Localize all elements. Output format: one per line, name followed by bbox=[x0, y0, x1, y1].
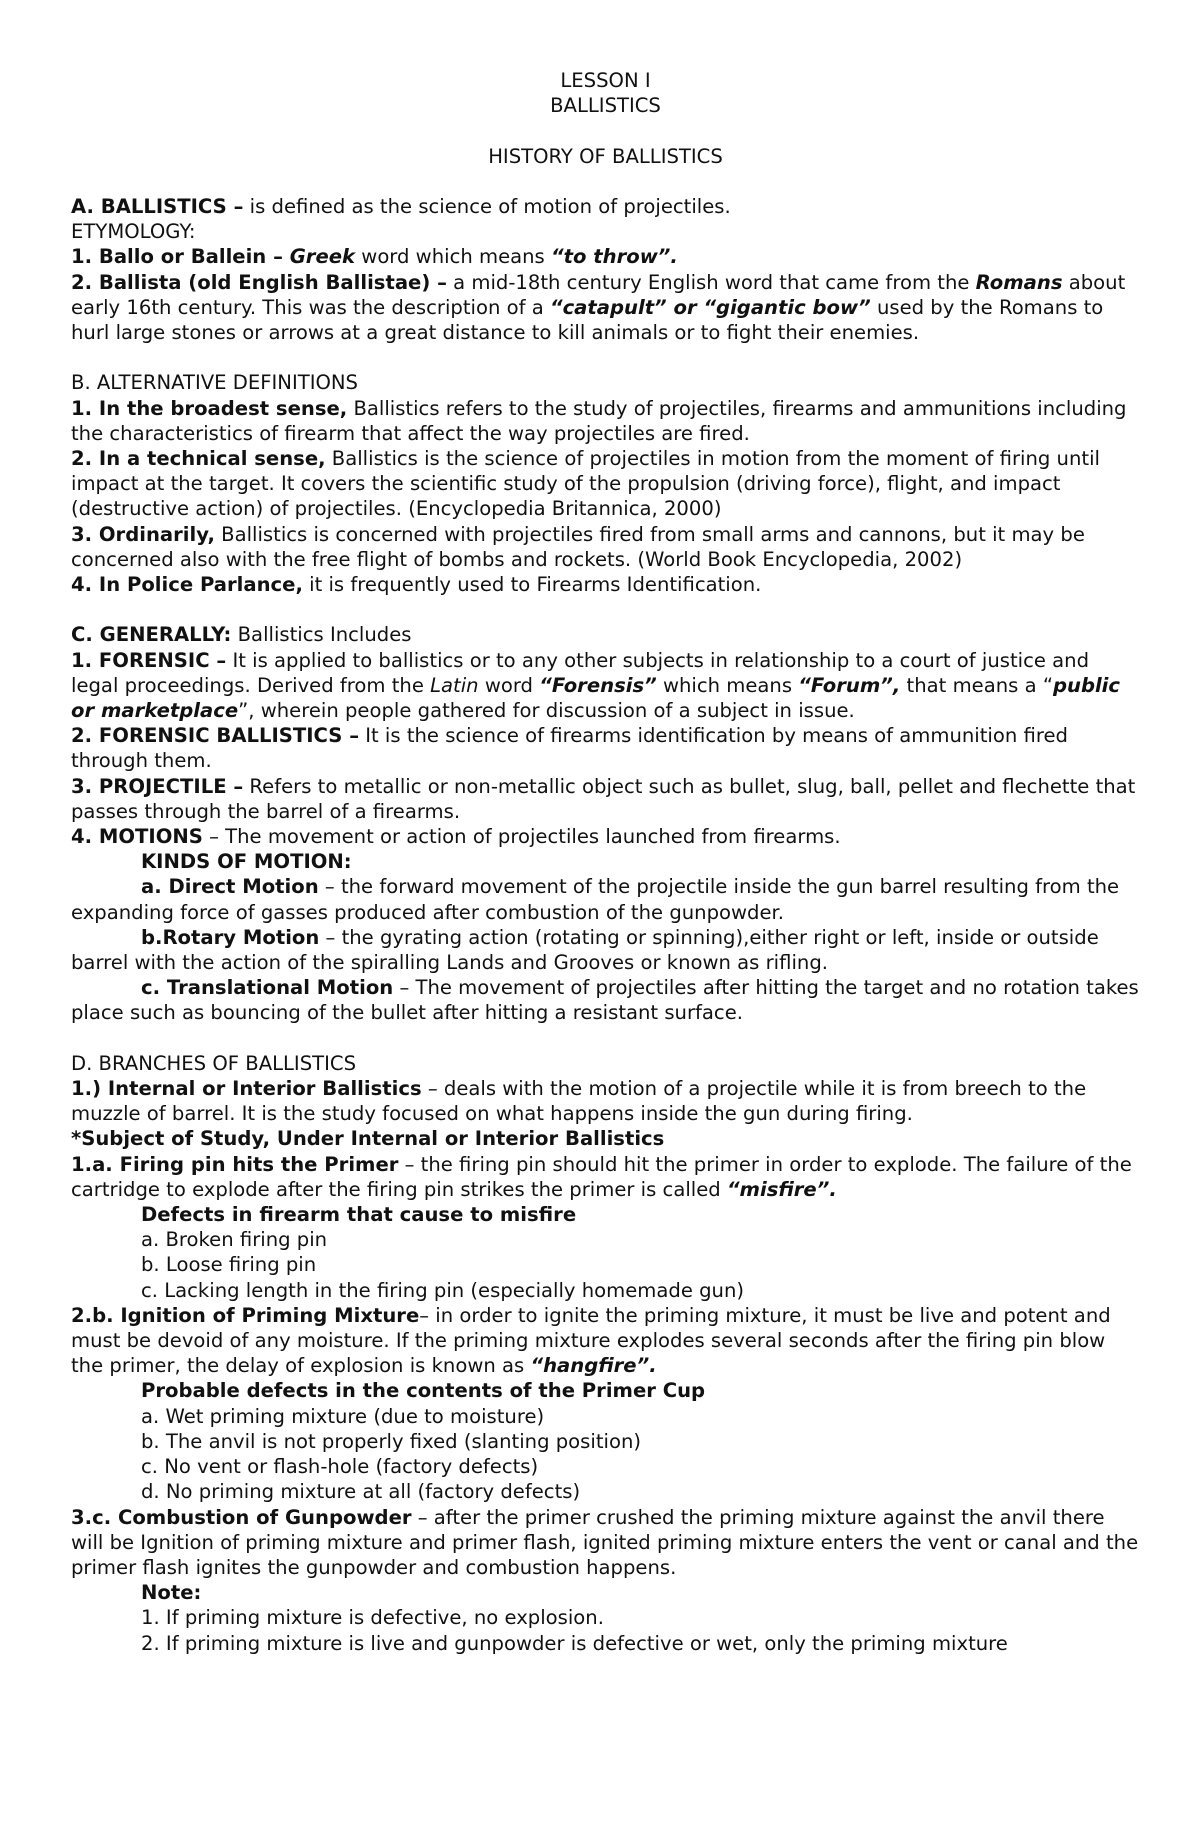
primer-defects-heading: Probable defects in the contents of the Primer Cup bbox=[141, 1379, 706, 1403]
definition-item-4: 4. In Police Parlance, it is frequently used to Firearms Identification. bbox=[71, 573, 762, 597]
study-item-2b: 2.b. Ignition of Priming Mixture– in order to ignite the priming mixture, it must be live and potent and must be devoid of any moisture. If the priming mixture explodes several seconds after the firing pin blow the primer, the delay of explosion is known as “hangfire”. bbox=[71, 1303, 1111, 1378]
list-item: 2. If priming mixture is live and gunpowder is defective or wet, only the priming mixture bbox=[141, 1631, 1008, 1655]
general-item-1: 1. FORENSIC – It is applied to ballistics or to any other subjects in relationship to a court of justice and legal proceedings. Derived from the Latin word “Forensis” which means “Forum”, that means a “public or marketplace”, wherein people gathered for discussion of a subject in issue. bbox=[71, 648, 1121, 723]
list-item: c. No vent or flash-hole (factory defects) bbox=[141, 1455, 539, 1479]
study-item-1a: 1.a. Firing pin hits the Primer – the firing pin should hit the primer in order to explode. The failure of the cartridge to explode after the firing pin strikes the primer is called “misfire”. bbox=[71, 1152, 1132, 1201]
section-a-definition: A. BALLISTICS – is defined as the science of motion of projectiles. bbox=[71, 194, 731, 218]
list-item: 1. If priming mixture is defective, no explosion. bbox=[141, 1606, 604, 1630]
lesson-subject: BALLISTICS bbox=[550, 94, 661, 118]
general-item-2: 2. FORENSIC BALLISTICS – It is the science of firearms identification by means of ammunition fired through them. bbox=[71, 724, 1068, 773]
list-item: b. The anvil is not properly fixed (slanting position) bbox=[141, 1429, 642, 1453]
motion-rotary: b.Rotary Motion – the gyrating action (rotating or spinning),either right or left, inside or outside barrel with the action of the spiralling Lands and Grooves or known as rifling. bbox=[71, 925, 1099, 975]
motion-direct: a. Direct Motion – the forward movement of the projectile inside the gun barrel resulting from the expanding force of gasses produced after combustion of the gunpowder. bbox=[71, 875, 1120, 924]
list-item: c. Lacking length in the firing pin (especially homemade gun) bbox=[141, 1278, 745, 1302]
list-item: b. Loose firing pin bbox=[141, 1253, 317, 1277]
lesson-number: LESSON I bbox=[560, 69, 651, 92]
kinds-of-motion-heading: KINDS OF MOTION: bbox=[141, 850, 352, 874]
subject-of-study-heading: *Subject of Study, Under Internal or Interior Ballistics bbox=[71, 1127, 665, 1151]
section-c-heading: C. GENERALLY: Ballistics Includes bbox=[71, 623, 412, 647]
study-item-3c: 3.c. Combustion of Gunpowder – after the primer crushed the priming mixture against the anvil there will be Ignition of priming mixture and primer flash, ignited priming mixture enters the vent or canal and the primer flash ignites the gunpowder and combustion happens. bbox=[71, 1505, 1139, 1579]
section-d-heading: D. BRANCHES OF BALLISTICS bbox=[71, 1051, 357, 1075]
definition-item-3: 3. Ordinarily, Ballistics is concerned with projectiles fired from small arms and cannons, but it may be concerned also with the free flight of bombs and rockets. (World Book Encyclopedia, 2002) bbox=[71, 522, 1085, 571]
general-item-4: 4. MOTIONS – The movement or action of projectiles launched from firearms. bbox=[71, 825, 841, 849]
list-item: d. No priming mixture at all (factory defects) bbox=[141, 1480, 581, 1504]
misfire-defects-heading: Defects in firearm that cause to misfire bbox=[141, 1203, 577, 1227]
section-b-heading: B. ALTERNATIVE DEFINITIONS bbox=[71, 371, 358, 395]
definition-item-2: 2. In a technical sense, Ballistics is the science of projectiles in motion from the moment of firing until impact at the target. It covers the scientific study of the propulsion (driving force), flight, and impact (destructive action) of projectiles. (Encyclopedia Britannica, 2000) bbox=[71, 447, 1100, 521]
general-item-3: 3. PROJECTILE – Refers to metallic or non-metallic object such as bullet, slug, ball, pellet and flechette that passes through the barrel of a firearms. bbox=[71, 774, 1136, 823]
page-title: HISTORY OF BALLISTICS bbox=[488, 144, 723, 168]
branch-item-1: 1.) Internal or Interior Ballistics – deals with the motion of a projectile while it is from breech to the muzzle of barrel. It is the study focused on what happens inside the gun during firing. bbox=[71, 1077, 1087, 1126]
etymology-item-2: 2. Ballista (old English Ballistae) – a mid-18th century English word that came from the Romans about early 16th century. This was the description of a “catapult” or “gigantic bow” used by the Romans to hurl large stones or arrows at a great distance to kill animals or to fight their enemies. bbox=[71, 270, 1126, 344]
definition-item-1: 1. In the broadest sense, Ballistics refers to the study of projectiles, firearms and ammunitions including the characteristics of firearm that affect the way projectiles are fired. bbox=[71, 396, 1127, 445]
list-item: a. Broken firing pin bbox=[141, 1228, 328, 1252]
etymology-heading: ETYMOLOGY: bbox=[71, 220, 196, 244]
motion-translational: c. Translational Motion – The movement of projectiles after hitting the target and no rotation takes place such as bouncing of the bullet after hitting a resistant surface. bbox=[71, 976, 1139, 1025]
list-item: a. Wet priming mixture (due to moisture) bbox=[141, 1404, 545, 1428]
note-heading: Note: bbox=[141, 1581, 202, 1605]
etymology-item-1: 1. Ballo or Ballein – Greek word which means “to throw”. bbox=[71, 245, 678, 269]
